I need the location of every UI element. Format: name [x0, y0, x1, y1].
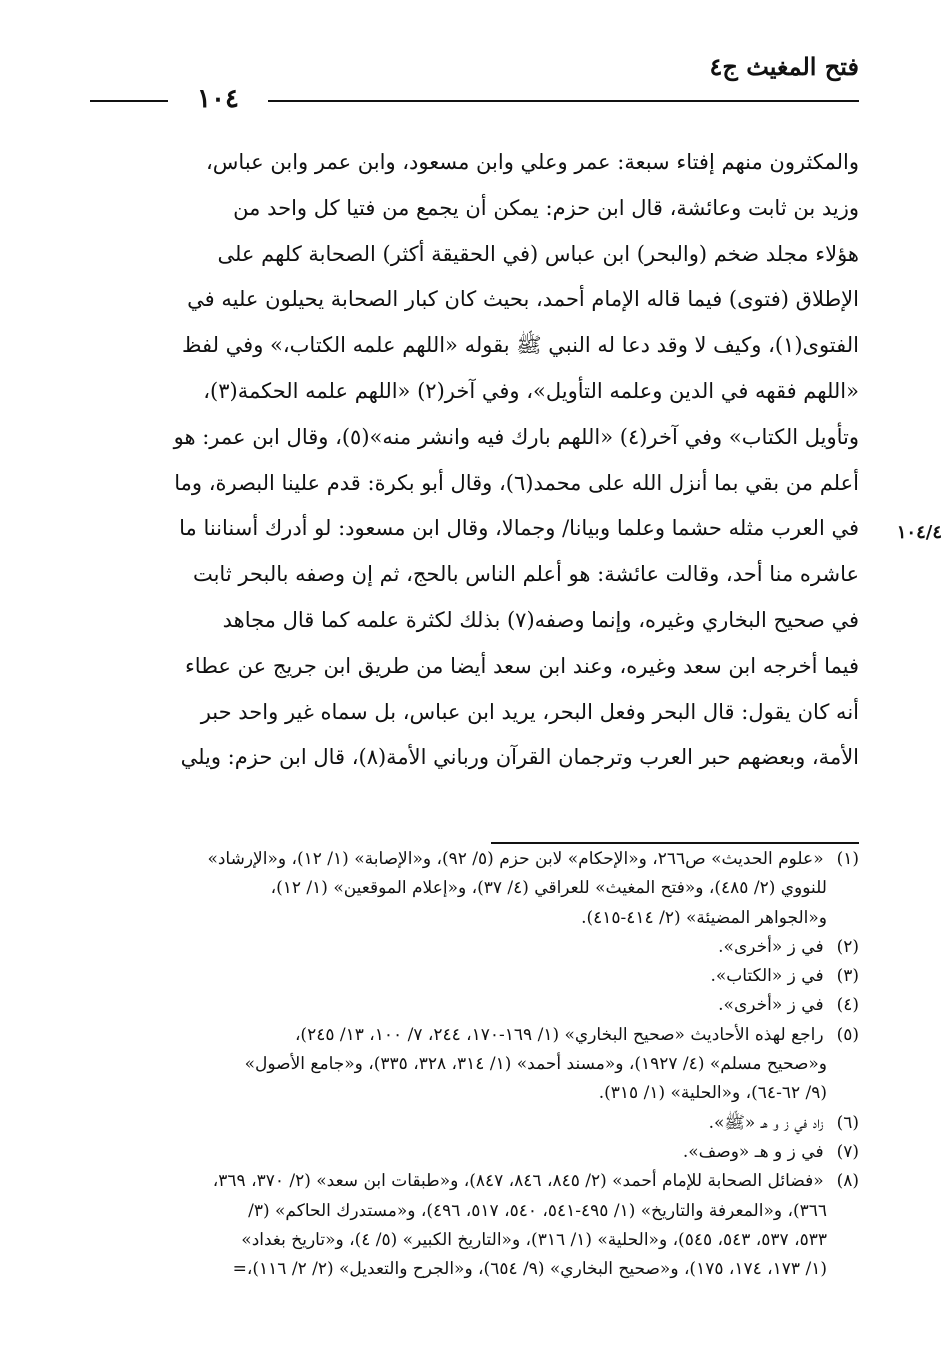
footnote-text: ٣٦٦)، و«المعرفة والتاريخ» (١/ ٤٩٥-٥٤١، ٥٤٠، ٥١٧، ٤٩٦)، و«مستدرك الحاكم» (٣/	[248, 1200, 827, 1221]
footnote-text: زاد في ز و هـ «ﷺ».	[708, 1112, 824, 1133]
footnote-number: (٢)	[836, 936, 859, 957]
text-line: عاشره منا أحد، وقالت عائشة: هو أعلم الناس بالحج، ثم إن وصفه بالبحر ثابت	[192, 562, 859, 587]
footnote-8	[90, 1167, 859, 1196]
text-line: هؤلاء مجلد ضخم (والبحر) ابن عباس (في الحقيقة أكثر) الصحابة كلهم على	[217, 241, 859, 266]
text-line: الأمة، وبعضهم حبر العرب وترجمان القرآن ورباني الأمة(٨)، قال ابن حزم: ويلي	[180, 745, 859, 770]
footnote-number: (٧)	[836, 1141, 859, 1162]
footnote-4	[90, 991, 859, 1020]
footnote-text: راجع لهذه الأحاديث «صحيح البخاري» (١/ ١٦٩-١٧٠، ٢٤٤، ٧/ ١٠٠، ١٣/ ٢٤٥)،	[294, 1024, 824, 1045]
text-line: أنه كان يقول: قال البحر وفعل البحر، يريد ابن عباس، بل سماه غير واحد حبر	[200, 699, 859, 724]
footnote-6	[90, 1109, 859, 1138]
footnote-text: (٩/ ٦٢-٦٤)، و«الحلية» (١/ ٣١٥).	[598, 1083, 827, 1104]
footnote-3	[90, 962, 859, 991]
footnotes	[90, 845, 859, 1284]
text-line: والمكثرون منهم إفتاء سبعة: عمر وعلي وابن مسعود، وابن عمر وابن عباس،	[206, 150, 859, 174]
text-line: «اللهم فقهه في الدين وعلمه التأويل»، وفي آخر(٢) «اللهم علمه الحكمة(٣)،	[203, 378, 859, 403]
text-line: وزيد بن ثابت وعائشة، قال ابن حزم: يمكن أن يجمع من فتيا كل واحد من	[233, 195, 859, 220]
footnote-text: للنووي (٢/ ٤٨٥)، و«فتح المغيث» للعراقي (٤/ ٣٧)، و«إعلام الموقعين» (١/ ١٢)،	[270, 878, 827, 899]
footnote-text: و«الجواهر المضيئة» (٢/ ٤١٤-٤١٥).	[581, 907, 827, 928]
footnote-text: ٥٣٣، ٥٣٧، ٥٤٣، ٥٤٥)، و«الحلية» (١/ ٣١٦)، و«التاريخ الكبير» (٥/ ٤)، و«تاريخ بغداد»	[241, 1229, 827, 1250]
main-text	[90, 140, 859, 781]
footnote-number: (٣)	[836, 966, 859, 987]
footnote-rule	[491, 842, 859, 844]
text-line: وتأويل الكتاب» وفي آخر(٤) «اللهم بارك فيه وانشر منه»(٥)، وقال ابن عمر: هو	[173, 424, 859, 449]
text-line: في العرب مثله حشما وعلما وبيانا/ وجمالا، وقال ابن مسعود: لو أدرك أسناننا ما	[179, 516, 859, 541]
footnote-text: (١/ ١٧٣، ١٧٤، ١٧٥)، و«صحيح البخاري» (٩/ ٦٥٤)، و«الجرح والتعديل» (٢/ ٢/ ١١٦)،=	[232, 1259, 827, 1280]
footnote-number: (٤)	[836, 995, 859, 1016]
text-line: فيما أخرجه ابن سعد وغيره، وعند ابن سعد أيضا من طريق ابن جريج عن عطاء	[184, 653, 859, 678]
footnote-text: في ز «أخرى».	[718, 936, 824, 957]
footnote-1	[90, 845, 859, 874]
footnote-text: في ز و هـ «وصف».	[682, 1141, 824, 1162]
footnote-text: «فضائل الصحابة للإمام أحمد» (٢/ ٨٤٥، ٨٤٦، ٨٤٧)، و«طبقات ابن سعد» (٢/ ٣٧٠، ٣٦٩،	[212, 1171, 824, 1192]
footnote-number: (٦)	[836, 1112, 859, 1133]
footnote-7	[90, 1138, 859, 1167]
margin-page-reference: ١٠٤/٤	[896, 522, 942, 543]
text-line: الفتوى(١)، وكيف لا وقد دعا له النبي ﷺ بقوله «اللهم علمه الكتاب،» وفي لفظ	[182, 333, 859, 358]
footnote-number: (٨)	[836, 1171, 859, 1192]
page-number: ١٠٤	[168, 84, 268, 114]
text-line: في صحيح البخاري وغيره، وإنما وصفه(٧) بذلك لكثرة علمه كما قال مجاهد	[222, 607, 859, 632]
footnote-5	[90, 1021, 859, 1050]
footnote-number: (٥)	[836, 1024, 859, 1045]
footnote-text: «علوم الحديث» ص٢٦٦، و«الإحكام» لابن حزم (٥/ ٩٢)، و«الإصابة» (١/ ١٢)، و«الإرشاد»	[207, 849, 824, 869]
footnote-number: (١)	[836, 849, 859, 869]
text-line: أعلم من بقي بما أنزل الله على محمد(٦)، وقال أبو بكرة: قدم علينا البصرة، وما	[174, 470, 859, 495]
footnote-text: و«صحيح مسلم» (٤/ ١٩٢٧)، و«مسند أحمد» (١/ ٣١٤، ٣٢٨، ٣٣٥)، و«جامع الأصول»	[244, 1054, 827, 1075]
footnote-text: في ز «أخرى».	[718, 995, 824, 1016]
running-title: فتح المغيث ج٤	[709, 52, 859, 81]
footnote-2	[90, 933, 859, 962]
footnote-text: في ز «الكتاب».	[710, 966, 824, 987]
text-line: الإطلاق (فتوى) فيما قاله الإمام أحمد، بحيث كان كبار الصحابة يحيلون عليه في	[187, 287, 859, 312]
